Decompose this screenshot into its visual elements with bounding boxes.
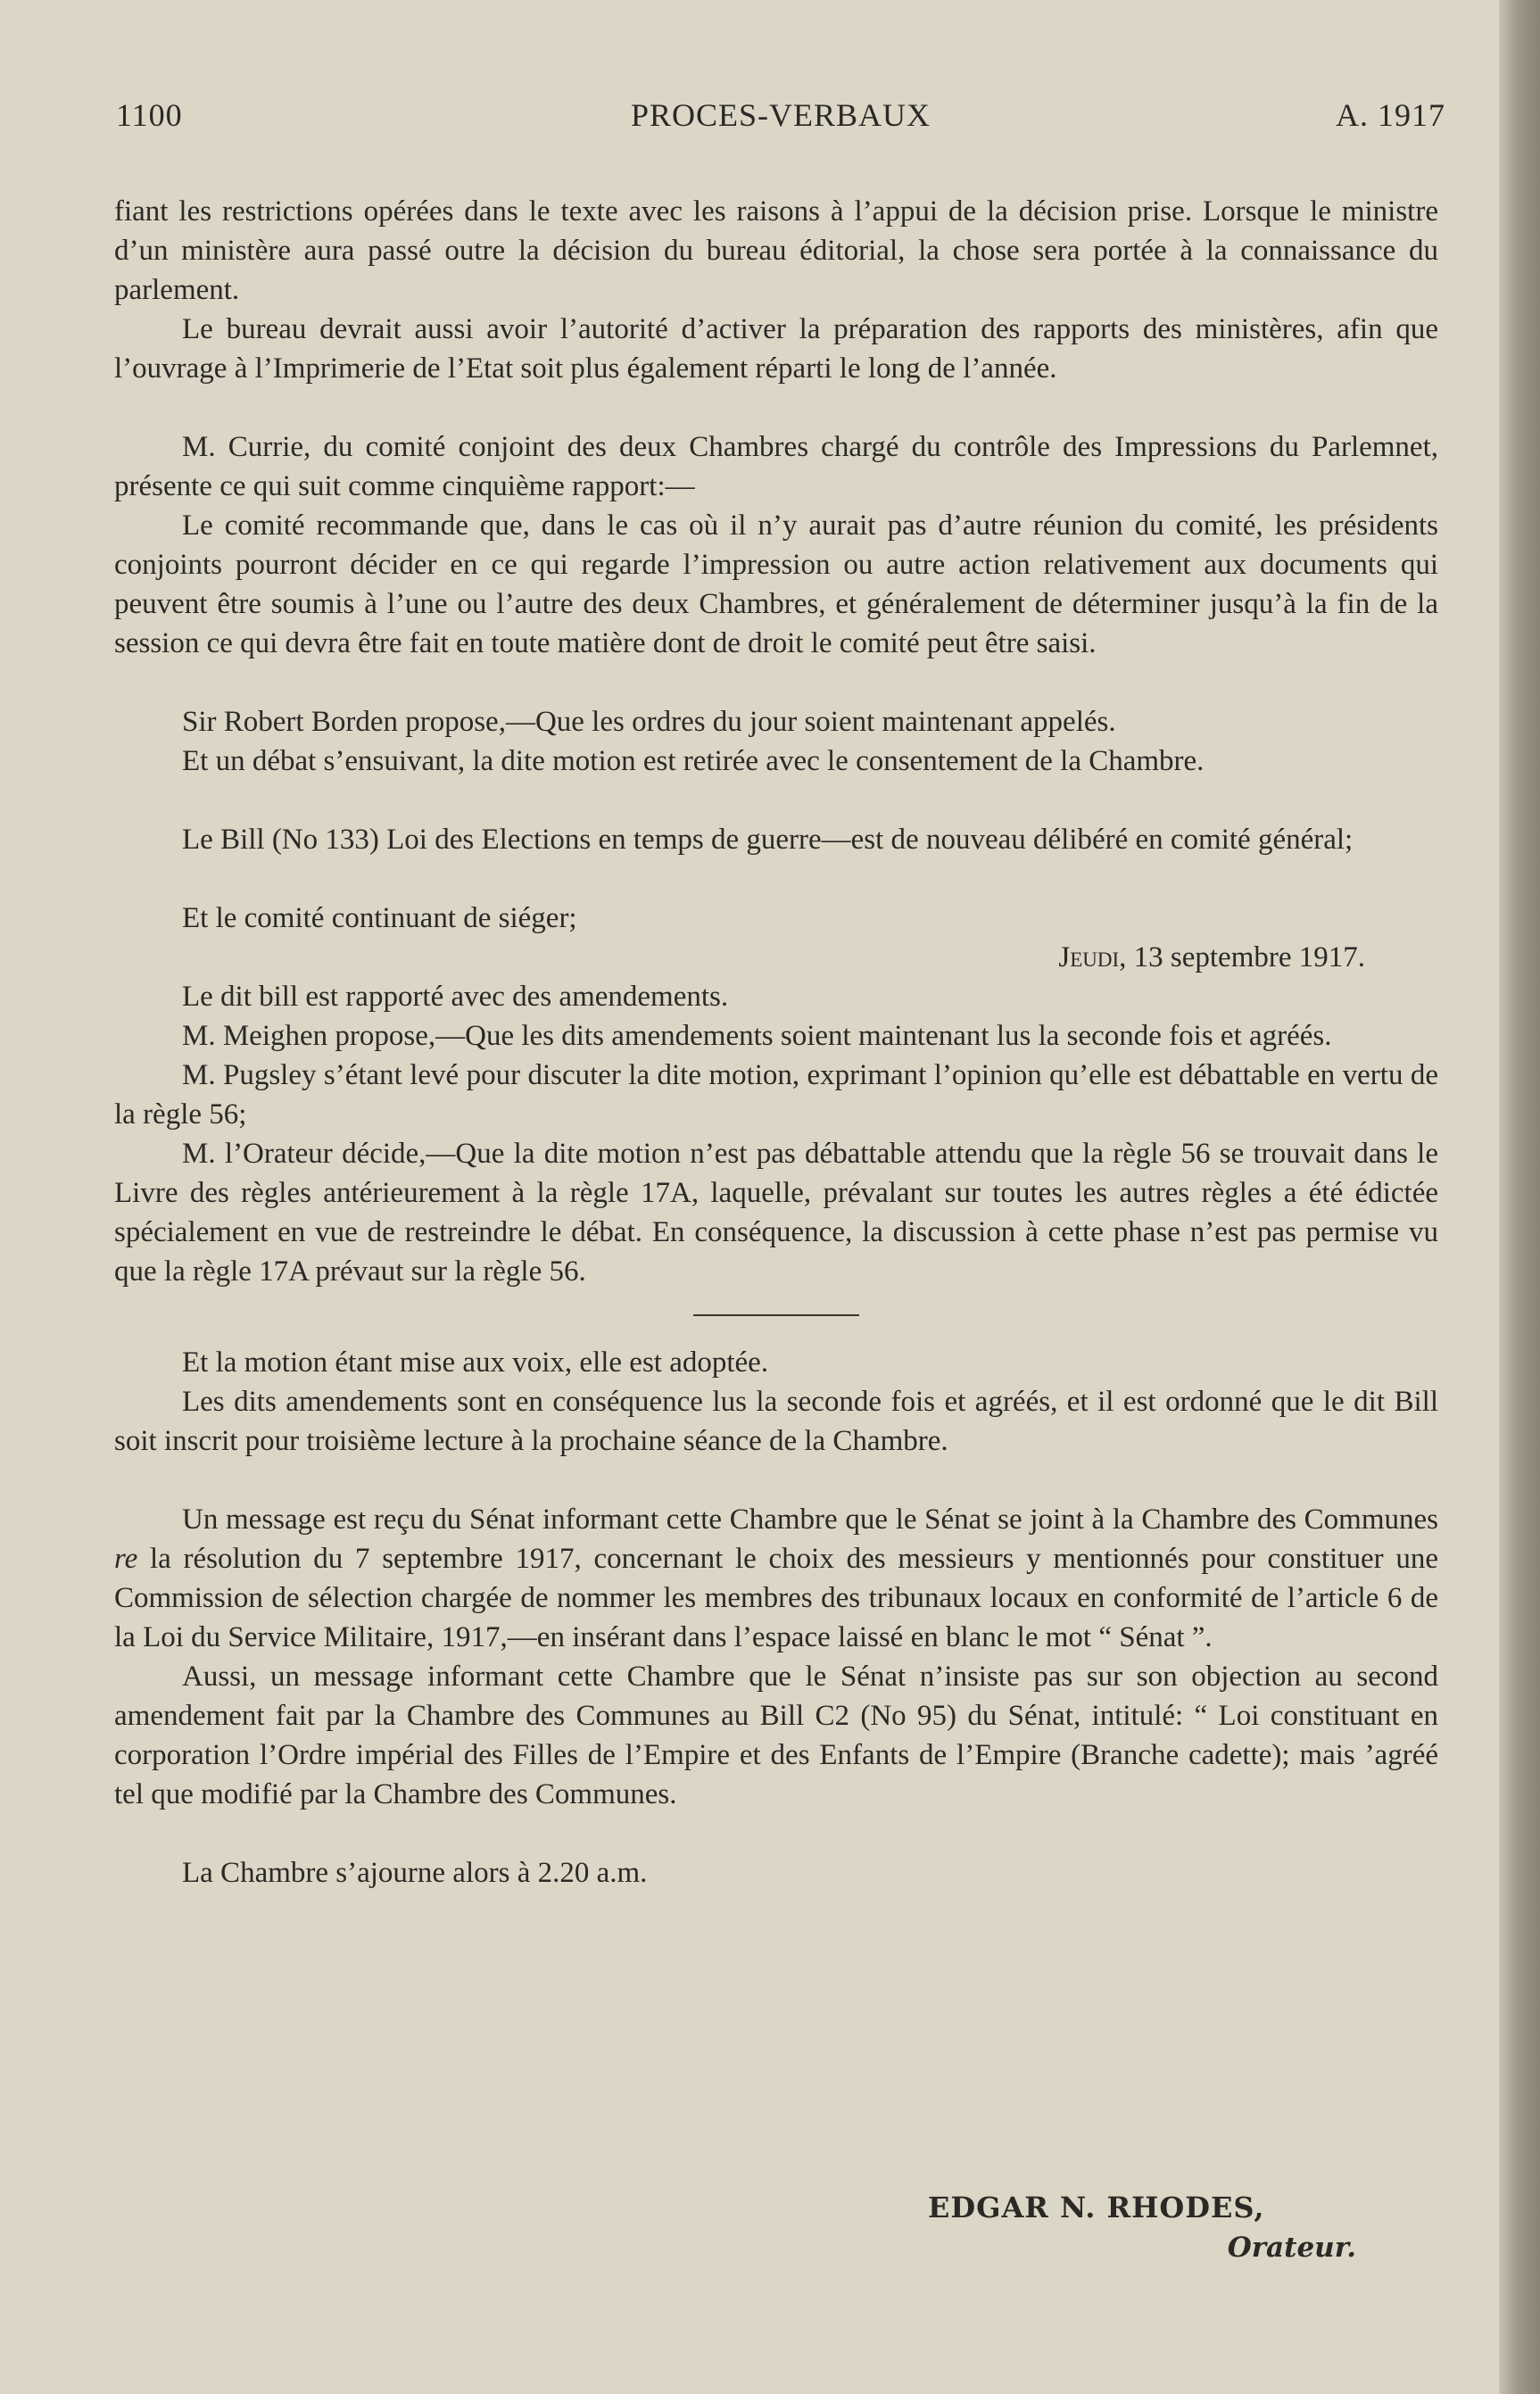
paragraph-15-re: re	[114, 1543, 138, 1575]
page-number: 1100	[116, 97, 183, 133]
paragraph-6: Et un débat s’ensuivant, la dite motion est retirée avec le consentement de la Chambre.	[182, 745, 1205, 777]
paragraph-13: Et la motion étant mise aux voix, elle est adoptée.	[182, 1346, 769, 1379]
paragraph-4: Le comité recommande que, dans le cas où il n’y aurait pas d’autre réunion du comité, les présidents conjoints pourront décider en ce qui regarde l’impression ou autre action relativement aux documents qui peuvent être soumis à l’une ou l’autre des deux Chambres, et généralement de déterminer jusqu’à la fin de la session ce qui devra être fait en toute matière dont de droit le comité peut être saisi.	[114, 509, 1438, 659]
signature-block	[928, 2191, 1356, 2264]
paragraph-14: Les dits amendements sont en conséquence lus la seconde fois et agréés, et il est ordonné que le dit Bill soit inscrit pour troisième lecture à la prochaine séance de la Chambre.	[114, 1386, 1438, 1457]
body-text	[114, 192, 1438, 1893]
paragraph-8: Et le comité continuant de siéger;	[182, 902, 577, 934]
date-rest: 13 septembre 1917.	[1126, 941, 1365, 973]
paragraph-2: Le bureau devrait aussi avoir l’autorité d’activer la préparation des rapports des ministères, afin que l’ouvrage à l’Imprimerie de l’Etat soit plus également réparti le long de l’année.	[114, 313, 1438, 385]
paragraph-9: Le dit bill est rapporté avec des amendements.	[182, 981, 729, 1013]
page-year: A. 1917	[1336, 97, 1445, 133]
paragraph-16: Aussi, un message informant cette Chambre que le Sénat n’insiste pas sur son objection au second amendement fait par la Chambre des Communes au Bill C2 (No 95) du Sénat, intitulé: “ Loi constituant en corporation l’Ordre impérial des Filles de l’Empire et des Enfants de l’Empire (Branche cadette); mais ’agréé tel que modifié par la Chambre des Communes.	[114, 1661, 1438, 1810]
paragraph-17: La Chambre s’ajourne alors à 2.20 a.m.	[182, 1857, 648, 1889]
paragraph-7: Le Bill (No 133) Loi des Elections en temps de guerre—est de nouveau délibéré en comité général;	[182, 824, 1354, 856]
page-title: PROCES-VERBAUX	[630, 97, 931, 133]
paragraph-10: M. Meighen propose,—Que les dits amendements soient maintenant lus la seconde fois et agréés.	[182, 1020, 1332, 1052]
page-header	[116, 96, 1445, 141]
paragraph-11: M. Pugsley s’étant levé pour discuter la dite motion, exprimant l’opinion qu’elle est débattable en vertu de la règle 56;	[114, 1059, 1438, 1131]
section-divider	[693, 1314, 859, 1316]
paragraph-3: M. Currie, du comité conjoint des deux Chambres chargé du contrôle des Impressions du Parlemnet, présente ce qui suit comme cinquième rapport:—	[114, 431, 1438, 502]
paragraph-12: M. l’Orateur décide,—Que la dite motion n’est pas débattable attendu que la règle 56 se trouvait dans le Livre des règles antérieurement à la règle 17A, laquelle, prévalant sur toutes les autres règles a été édictée spécialement en vue de restreindre le débat. En conséquence, la discussion à cette phase n’est pas permise vu que la règle 17A prévaut sur la règle 56.	[114, 1138, 1438, 1288]
signatory-role: Orateur.	[1227, 2232, 1356, 2264]
date-day: Jeudi,	[1058, 941, 1127, 973]
paragraph-15-part-b: la résolution du 7 septembre 1917, concernant le choix des messieurs y mentionnés pour constituer une Commission de sélection chargée de nommer les membres des tribunaux locaux en conformité de l’article 6 de la Loi du Service Militaire, 1917,—en insérant dans l’espace laissé en blanc le mot “ Sénat ”.	[114, 1543, 1438, 1653]
page-edge-shadow	[1499, 0, 1540, 2394]
signatory-name: EDGAR N. RHODES,	[928, 2191, 1265, 2224]
date-line	[114, 938, 1438, 977]
paragraph-5: Sir Robert Borden propose,—Que les ordres du jour soient maintenant appelés.	[182, 706, 1116, 738]
paragraph-15-part-a: Un message est reçu du Sénat informant cette Chambre que le Sénat se joint à la Chambre des Communes	[182, 1503, 1438, 1536]
paragraph-15	[114, 1500, 1438, 1657]
paragraph-1: fiant les restrictions opérées dans le texte avec les raisons à l’appui de la décision prise. Lorsque le ministre d’un ministère aura passé outre la décision du bureau éditorial, la chose sera portée à la connaissance du parlement.	[114, 195, 1438, 306]
